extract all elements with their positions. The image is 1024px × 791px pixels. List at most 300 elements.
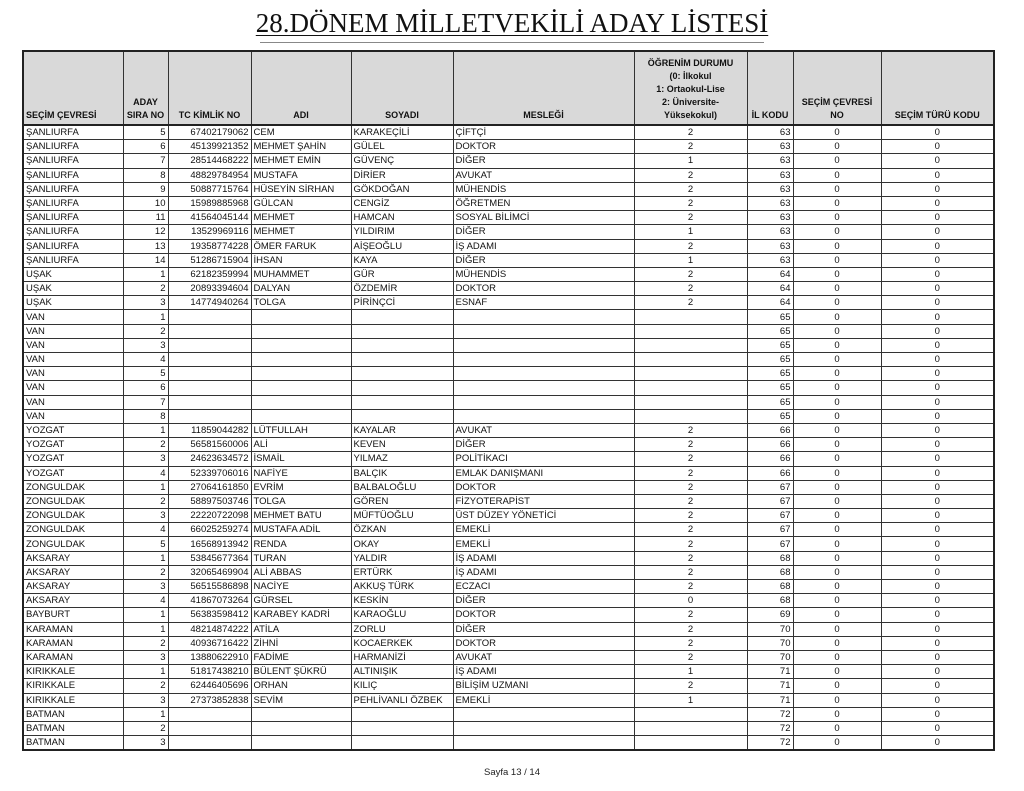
cell-aday-sira-no: 12: [123, 225, 168, 239]
cell-aday-sira-no: 3: [123, 650, 168, 664]
cell-secim-cevresi: KARAMAN: [23, 636, 123, 650]
cell-secim-turu-kodu: 0: [881, 154, 994, 168]
cell-meslegi: DOKTOR: [453, 282, 634, 296]
cell-secim-cevresi-no: 0: [793, 282, 881, 296]
cell-aday-sira-no: 5: [123, 537, 168, 551]
cell-tc-kimlik-no: 32065469904: [168, 565, 251, 579]
cell-meslegi: DİĞER: [453, 253, 634, 267]
cell-ogrenim-durumu: 2: [634, 211, 747, 225]
cell-soyadi: [351, 721, 453, 735]
table-row: [23, 140, 994, 154]
cell-aday-sira-no: 3: [123, 580, 168, 594]
cell-secim-turu-kodu: 0: [881, 168, 994, 182]
cell-meslegi: İŞ ADAMI: [453, 239, 634, 253]
cell-aday-sira-no: 6: [123, 140, 168, 154]
cell-secim-cevresi-no: 0: [793, 239, 881, 253]
cell-secim-cevresi: ŞANLIURFA: [23, 253, 123, 267]
table-body: [23, 125, 994, 750]
cell-secim-turu-kodu: 0: [881, 282, 994, 296]
cell-aday-sira-no: 3: [123, 452, 168, 466]
candidate-table: [22, 50, 995, 751]
cell-secim-turu-kodu: 0: [881, 211, 994, 225]
cell-meslegi: AVUKAT: [453, 168, 634, 182]
cell-tc-kimlik-no: 62182359994: [168, 267, 251, 281]
cell-meslegi: [453, 707, 634, 721]
cell-tc-kimlik-no: 66025259274: [168, 523, 251, 537]
cell-soyadi: HARMANİZİ: [351, 650, 453, 664]
cell-secim-cevresi: ŞANLIURFA: [23, 182, 123, 196]
cell-soyadi: GÜLEL: [351, 140, 453, 154]
table-row: [23, 438, 994, 452]
cell-ogrenim-durumu: 1: [634, 693, 747, 707]
cell-soyadi: KAYALAR: [351, 423, 453, 437]
cell-secim-cevresi-no: 0: [793, 338, 881, 352]
cell-adi: [251, 367, 351, 381]
cell-tc-kimlik-no: 41564045144: [168, 211, 251, 225]
cell-adi: [251, 338, 351, 352]
cell-secim-cevresi-no: 0: [793, 225, 881, 239]
cell-soyadi: [351, 395, 453, 409]
cell-meslegi: [453, 409, 634, 423]
table-row: [23, 409, 994, 423]
cell-secim-turu-kodu: 0: [881, 736, 994, 751]
cell-il-kodu: 72: [747, 721, 793, 735]
cell-tc-kimlik-no: 28514468222: [168, 154, 251, 168]
cell-soyadi: DİRİER: [351, 168, 453, 182]
cell-aday-sira-no: 4: [123, 353, 168, 367]
cell-meslegi: DİĞER: [453, 622, 634, 636]
cell-secim-turu-kodu: 0: [881, 523, 994, 537]
cell-secim-cevresi: VAN: [23, 338, 123, 352]
cell-il-kodu: 63: [747, 211, 793, 225]
cell-tc-kimlik-no: 27064161850: [168, 480, 251, 494]
cell-tc-kimlik-no: [168, 310, 251, 324]
header-ogrenim-line1: ÖĞRENİM DURUMU: [647, 58, 734, 68]
table-row: [23, 239, 994, 253]
cell-ogrenim-durumu: 2: [634, 438, 747, 452]
cell-secim-cevresi: YOZGAT: [23, 466, 123, 480]
cell-aday-sira-no: 1: [123, 707, 168, 721]
cell-aday-sira-no: 4: [123, 523, 168, 537]
cell-secim-turu-kodu: 0: [881, 707, 994, 721]
cell-il-kodu: 66: [747, 452, 793, 466]
cell-meslegi: [453, 367, 634, 381]
cell-tc-kimlik-no: 51286715904: [168, 253, 251, 267]
cell-adi: TURAN: [251, 551, 351, 565]
cell-tc-kimlik-no: 11859044282: [168, 423, 251, 437]
cell-ogrenim-durumu: 2: [634, 509, 747, 523]
cell-aday-sira-no: 2: [123, 324, 168, 338]
cell-secim-turu-kodu: 0: [881, 353, 994, 367]
cell-secim-turu-kodu: 0: [881, 409, 994, 423]
cell-il-kodu: 65: [747, 395, 793, 409]
cell-tc-kimlik-no: [168, 353, 251, 367]
cell-secim-cevresi: VAN: [23, 409, 123, 423]
table-row: [23, 594, 994, 608]
cell-tc-kimlik-no: 27373852838: [168, 693, 251, 707]
cell-aday-sira-no: 1: [123, 608, 168, 622]
cell-secim-turu-kodu: 0: [881, 608, 994, 622]
cell-meslegi: AVUKAT: [453, 650, 634, 664]
cell-il-kodu: 65: [747, 310, 793, 324]
cell-il-kodu: 64: [747, 282, 793, 296]
cell-ogrenim-durumu: 1: [634, 253, 747, 267]
cell-il-kodu: 67: [747, 523, 793, 537]
cell-secim-cevresi-no: 0: [793, 409, 881, 423]
cell-soyadi: ÖZDEMİR: [351, 282, 453, 296]
cell-secim-cevresi: VAN: [23, 324, 123, 338]
table-row: [23, 480, 994, 494]
cell-ogrenim-durumu: [634, 381, 747, 395]
cell-aday-sira-no: 4: [123, 594, 168, 608]
cell-soyadi: [351, 409, 453, 423]
table-row: [23, 367, 994, 381]
cell-adi: HÜSEYİN SİRHAN: [251, 182, 351, 196]
cell-secim-cevresi: VAN: [23, 367, 123, 381]
cell-ogrenim-durumu: 2: [634, 480, 747, 494]
table-header-row: [23, 51, 994, 125]
cell-ogrenim-durumu: [634, 324, 747, 338]
cell-soyadi: KARAOĞLU: [351, 608, 453, 622]
cell-secim-turu-kodu: 0: [881, 636, 994, 650]
cell-ogrenim-durumu: 2: [634, 452, 747, 466]
cell-aday-sira-no: 1: [123, 622, 168, 636]
cell-il-kodu: 63: [747, 225, 793, 239]
cell-adi: ORHAN: [251, 679, 351, 693]
cell-aday-sira-no: 14: [123, 253, 168, 267]
cell-adi: ÖMER FARUK: [251, 239, 351, 253]
header-ogrenim-line2: (0: İlkokul: [669, 71, 712, 81]
table-row: [23, 537, 994, 551]
cell-secim-turu-kodu: 0: [881, 494, 994, 508]
cell-soyadi: ÖZKAN: [351, 523, 453, 537]
cell-aday-sira-no: 1: [123, 267, 168, 281]
cell-secim-cevresi: KIRIKKALE: [23, 693, 123, 707]
cell-tc-kimlik-no: 20893394604: [168, 282, 251, 296]
cell-il-kodu: 65: [747, 381, 793, 395]
cell-meslegi: DİĞER: [453, 225, 634, 239]
table-row: [23, 580, 994, 594]
cell-meslegi: ESNAF: [453, 296, 634, 310]
cell-secim-cevresi-no: 0: [793, 140, 881, 154]
cell-secim-turu-kodu: 0: [881, 367, 994, 381]
cell-meslegi: İŞ ADAMI: [453, 551, 634, 565]
cell-meslegi: ÖĞRETMEN: [453, 196, 634, 210]
cell-secim-cevresi: KIRIKKALE: [23, 679, 123, 693]
cell-ogrenim-durumu: 2: [634, 296, 747, 310]
cell-secim-cevresi-no: 0: [793, 608, 881, 622]
cell-il-kodu: 65: [747, 338, 793, 352]
cell-il-kodu: 67: [747, 509, 793, 523]
cell-secim-turu-kodu: 0: [881, 381, 994, 395]
cell-ogrenim-durumu: [634, 338, 747, 352]
cell-meslegi: DOKTOR: [453, 608, 634, 622]
cell-secim-cevresi: ŞANLIURFA: [23, 196, 123, 210]
cell-il-kodu: 67: [747, 537, 793, 551]
cell-adi: [251, 353, 351, 367]
table-row: [23, 125, 994, 140]
cell-tc-kimlik-no: 41867073264: [168, 594, 251, 608]
cell-ogrenim-durumu: 2: [634, 622, 747, 636]
cell-adi: FADİME: [251, 650, 351, 664]
cell-adi: MUHAMMET: [251, 267, 351, 281]
header-il-kodu: İL KODU: [747, 51, 793, 125]
cell-secim-cevresi-no: 0: [793, 423, 881, 437]
cell-il-kodu: 65: [747, 353, 793, 367]
cell-adi: TOLGA: [251, 494, 351, 508]
cell-secim-cevresi: KARAMAN: [23, 650, 123, 664]
cell-ogrenim-durumu: 2: [634, 196, 747, 210]
cell-ogrenim-durumu: 2: [634, 140, 747, 154]
cell-meslegi: DİĞER: [453, 594, 634, 608]
cell-soyadi: KESKİN: [351, 594, 453, 608]
cell-soyadi: KAYA: [351, 253, 453, 267]
header-adi: ADI: [251, 51, 351, 125]
cell-aday-sira-no: 6: [123, 381, 168, 395]
cell-secim-cevresi-no: 0: [793, 395, 881, 409]
cell-aday-sira-no: 3: [123, 296, 168, 310]
cell-secim-turu-kodu: 0: [881, 594, 994, 608]
cell-secim-turu-kodu: 0: [881, 182, 994, 196]
cell-soyadi: GÖREN: [351, 494, 453, 508]
cell-secim-turu-kodu: 0: [881, 338, 994, 352]
cell-tc-kimlik-no: 13529969116: [168, 225, 251, 239]
cell-secim-cevresi-no: 0: [793, 523, 881, 537]
cell-secim-cevresi-no: 0: [793, 580, 881, 594]
cell-il-kodu: 66: [747, 438, 793, 452]
cell-adi: MEHMET ŞAHİN: [251, 140, 351, 154]
cell-ogrenim-durumu: 2: [634, 537, 747, 551]
cell-il-kodu: 63: [747, 182, 793, 196]
cell-il-kodu: 63: [747, 125, 793, 140]
cell-secim-cevresi-no: 0: [793, 168, 881, 182]
cell-soyadi: ZORLU: [351, 622, 453, 636]
cell-ogrenim-durumu: 2: [634, 267, 747, 281]
cell-ogrenim-durumu: 0: [634, 594, 747, 608]
cell-secim-cevresi: ZONGULDAK: [23, 509, 123, 523]
cell-secim-turu-kodu: 0: [881, 537, 994, 551]
cell-il-kodu: 68: [747, 551, 793, 565]
cell-secim-turu-kodu: 0: [881, 310, 994, 324]
cell-tc-kimlik-no: 13880622910: [168, 650, 251, 664]
cell-soyadi: GÖKDOĞAN: [351, 182, 453, 196]
cell-tc-kimlik-no: 15989885968: [168, 196, 251, 210]
cell-adi: ATİLA: [251, 622, 351, 636]
cell-secim-cevresi-no: 0: [793, 509, 881, 523]
cell-ogrenim-durumu: 2: [634, 679, 747, 693]
table-row: [23, 736, 994, 751]
table-row: [23, 267, 994, 281]
table-row: [23, 523, 994, 537]
cell-ogrenim-durumu: [634, 310, 747, 324]
cell-soyadi: BALBALOĞLU: [351, 480, 453, 494]
table-row: [23, 466, 994, 480]
cell-secim-turu-kodu: 0: [881, 551, 994, 565]
cell-il-kodu: 70: [747, 650, 793, 664]
cell-meslegi: DOKTOR: [453, 140, 634, 154]
cell-adi: ZİHNİ: [251, 636, 351, 650]
cell-secim-cevresi: UŞAK: [23, 282, 123, 296]
cell-meslegi: ÇİFTÇİ: [453, 125, 634, 140]
table-row: [23, 395, 994, 409]
cell-il-kodu: 63: [747, 154, 793, 168]
cell-adi: LÜTFULLAH: [251, 423, 351, 437]
table-row: [23, 565, 994, 579]
cell-tc-kimlik-no: 16568913942: [168, 537, 251, 551]
cell-meslegi: [453, 324, 634, 338]
cell-meslegi: FİZYOTERAPİST: [453, 494, 634, 508]
cell-meslegi: DOKTOR: [453, 636, 634, 650]
table-row: [23, 650, 994, 664]
cell-soyadi: [351, 381, 453, 395]
cell-soyadi: OKAY: [351, 537, 453, 551]
cell-aday-sira-no: 2: [123, 679, 168, 693]
cell-aday-sira-no: 2: [123, 721, 168, 735]
cell-tc-kimlik-no: 52339706016: [168, 466, 251, 480]
table-row: [23, 707, 994, 721]
cell-tc-kimlik-no: 67402179062: [168, 125, 251, 140]
table-row: [23, 338, 994, 352]
cell-il-kodu: 67: [747, 494, 793, 508]
cell-adi: [251, 310, 351, 324]
cell-secim-turu-kodu: 0: [881, 267, 994, 281]
cell-meslegi: İŞ ADAMI: [453, 565, 634, 579]
cell-ogrenim-durumu: 2: [634, 423, 747, 437]
cell-aday-sira-no: 3: [123, 509, 168, 523]
cell-secim-cevresi: KARAMAN: [23, 622, 123, 636]
cell-secim-cevresi: ZONGULDAK: [23, 523, 123, 537]
cell-secim-cevresi-no: 0: [793, 679, 881, 693]
cell-meslegi: [453, 721, 634, 735]
cell-secim-turu-kodu: 0: [881, 509, 994, 523]
cell-secim-turu-kodu: 0: [881, 665, 994, 679]
cell-il-kodu: 71: [747, 693, 793, 707]
cell-il-kodu: 66: [747, 466, 793, 480]
cell-tc-kimlik-no: 45139921352: [168, 140, 251, 154]
cell-secim-turu-kodu: 0: [881, 650, 994, 664]
cell-secim-cevresi: UŞAK: [23, 267, 123, 281]
cell-adi: [251, 324, 351, 338]
table-row: [23, 721, 994, 735]
cell-adi: DALYAN: [251, 282, 351, 296]
cell-soyadi: YILDIRIM: [351, 225, 453, 239]
cell-aday-sira-no: 7: [123, 395, 168, 409]
cell-adi: İSMAİL: [251, 452, 351, 466]
cell-secim-cevresi: VAN: [23, 310, 123, 324]
cell-secim-cevresi: AKSARAY: [23, 594, 123, 608]
cell-aday-sira-no: 2: [123, 494, 168, 508]
cell-aday-sira-no: 3: [123, 693, 168, 707]
cell-soyadi: [351, 707, 453, 721]
table-row: [23, 679, 994, 693]
cell-secim-cevresi: YOZGAT: [23, 452, 123, 466]
cell-soyadi: PEHLİVANLI ÖZBEK: [351, 693, 453, 707]
table-row: [23, 636, 994, 650]
cell-secim-turu-kodu: 0: [881, 452, 994, 466]
cell-aday-sira-no: 1: [123, 423, 168, 437]
cell-il-kodu: 63: [747, 140, 793, 154]
cell-meslegi: İŞ ADAMI: [453, 665, 634, 679]
cell-il-kodu: 67: [747, 480, 793, 494]
cell-secim-cevresi: AKSARAY: [23, 580, 123, 594]
cell-soyadi: HAMCAN: [351, 211, 453, 225]
cell-secim-cevresi-no: 0: [793, 736, 881, 751]
cell-aday-sira-no: 8: [123, 409, 168, 423]
table-row: [23, 551, 994, 565]
cell-secim-turu-kodu: 0: [881, 693, 994, 707]
cell-adi: [251, 736, 351, 751]
header-ogrenim-line4: 2: Üniversite-: [661, 97, 720, 107]
cell-ogrenim-durumu: [634, 367, 747, 381]
cell-tc-kimlik-no: 51817438210: [168, 665, 251, 679]
cell-il-kodu: 71: [747, 665, 793, 679]
cell-aday-sira-no: 1: [123, 665, 168, 679]
header-secim-cevresi-no: SEÇİM ÇEVRESİ NO: [793, 51, 881, 125]
cell-adi: GÜRSEL: [251, 594, 351, 608]
cell-tc-kimlik-no: 56515586898: [168, 580, 251, 594]
cell-ogrenim-durumu: 2: [634, 636, 747, 650]
header-meslegi: MESLEĞİ: [453, 51, 634, 125]
cell-secim-cevresi: ŞANLIURFA: [23, 239, 123, 253]
table-row: [23, 423, 994, 437]
cell-ogrenim-durumu: 2: [634, 494, 747, 508]
header-tc-kimlik-no: TC KİMLİK NO: [168, 51, 251, 125]
cell-secim-turu-kodu: 0: [881, 721, 994, 735]
cell-meslegi: BİLİŞİM UZMANI: [453, 679, 634, 693]
cell-secim-cevresi: BAYBURT: [23, 608, 123, 622]
cell-aday-sira-no: 5: [123, 125, 168, 140]
cell-secim-cevresi-no: 0: [793, 693, 881, 707]
cell-aday-sira-no: 2: [123, 636, 168, 650]
cell-meslegi: ECZACI: [453, 580, 634, 594]
cell-soyadi: PİRİNÇCİ: [351, 296, 453, 310]
cell-aday-sira-no: 3: [123, 338, 168, 352]
cell-ogrenim-durumu: 1: [634, 665, 747, 679]
cell-soyadi: GÜR: [351, 267, 453, 281]
cell-secim-turu-kodu: 0: [881, 125, 994, 140]
cell-ogrenim-durumu: 2: [634, 523, 747, 537]
cell-ogrenim-durumu: 1: [634, 154, 747, 168]
cell-secim-cevresi-no: 0: [793, 196, 881, 210]
cell-secim-cevresi: ŞANLIURFA: [23, 140, 123, 154]
cell-adi: SEVİM: [251, 693, 351, 707]
cell-secim-cevresi: KIRIKKALE: [23, 665, 123, 679]
cell-adi: [251, 409, 351, 423]
cell-meslegi: ÜST DÜZEY YÖNETİCİ: [453, 509, 634, 523]
cell-il-kodu: 68: [747, 565, 793, 579]
cell-secim-cevresi-no: 0: [793, 636, 881, 650]
cell-aday-sira-no: 1: [123, 551, 168, 565]
cell-secim-turu-kodu: 0: [881, 140, 994, 154]
cell-soyadi: KOCAERKEK: [351, 636, 453, 650]
cell-adi: MEHMET EMİN: [251, 154, 351, 168]
cell-soyadi: KILIÇ: [351, 679, 453, 693]
cell-secim-cevresi-no: 0: [793, 438, 881, 452]
cell-secim-cevresi-no: 0: [793, 324, 881, 338]
cell-secim-cevresi-no: 0: [793, 466, 881, 480]
cell-tc-kimlik-no: 24623634572: [168, 452, 251, 466]
cell-soyadi: [351, 338, 453, 352]
cell-ogrenim-durumu: 2: [634, 565, 747, 579]
cell-tc-kimlik-no: 56383598412: [168, 608, 251, 622]
cell-secim-cevresi: ŞANLIURFA: [23, 211, 123, 225]
cell-secim-turu-kodu: 0: [881, 565, 994, 579]
table-row: [23, 608, 994, 622]
cell-aday-sira-no: 10: [123, 196, 168, 210]
cell-adi: NACİYE: [251, 580, 351, 594]
cell-meslegi: [453, 353, 634, 367]
cell-adi: [251, 721, 351, 735]
